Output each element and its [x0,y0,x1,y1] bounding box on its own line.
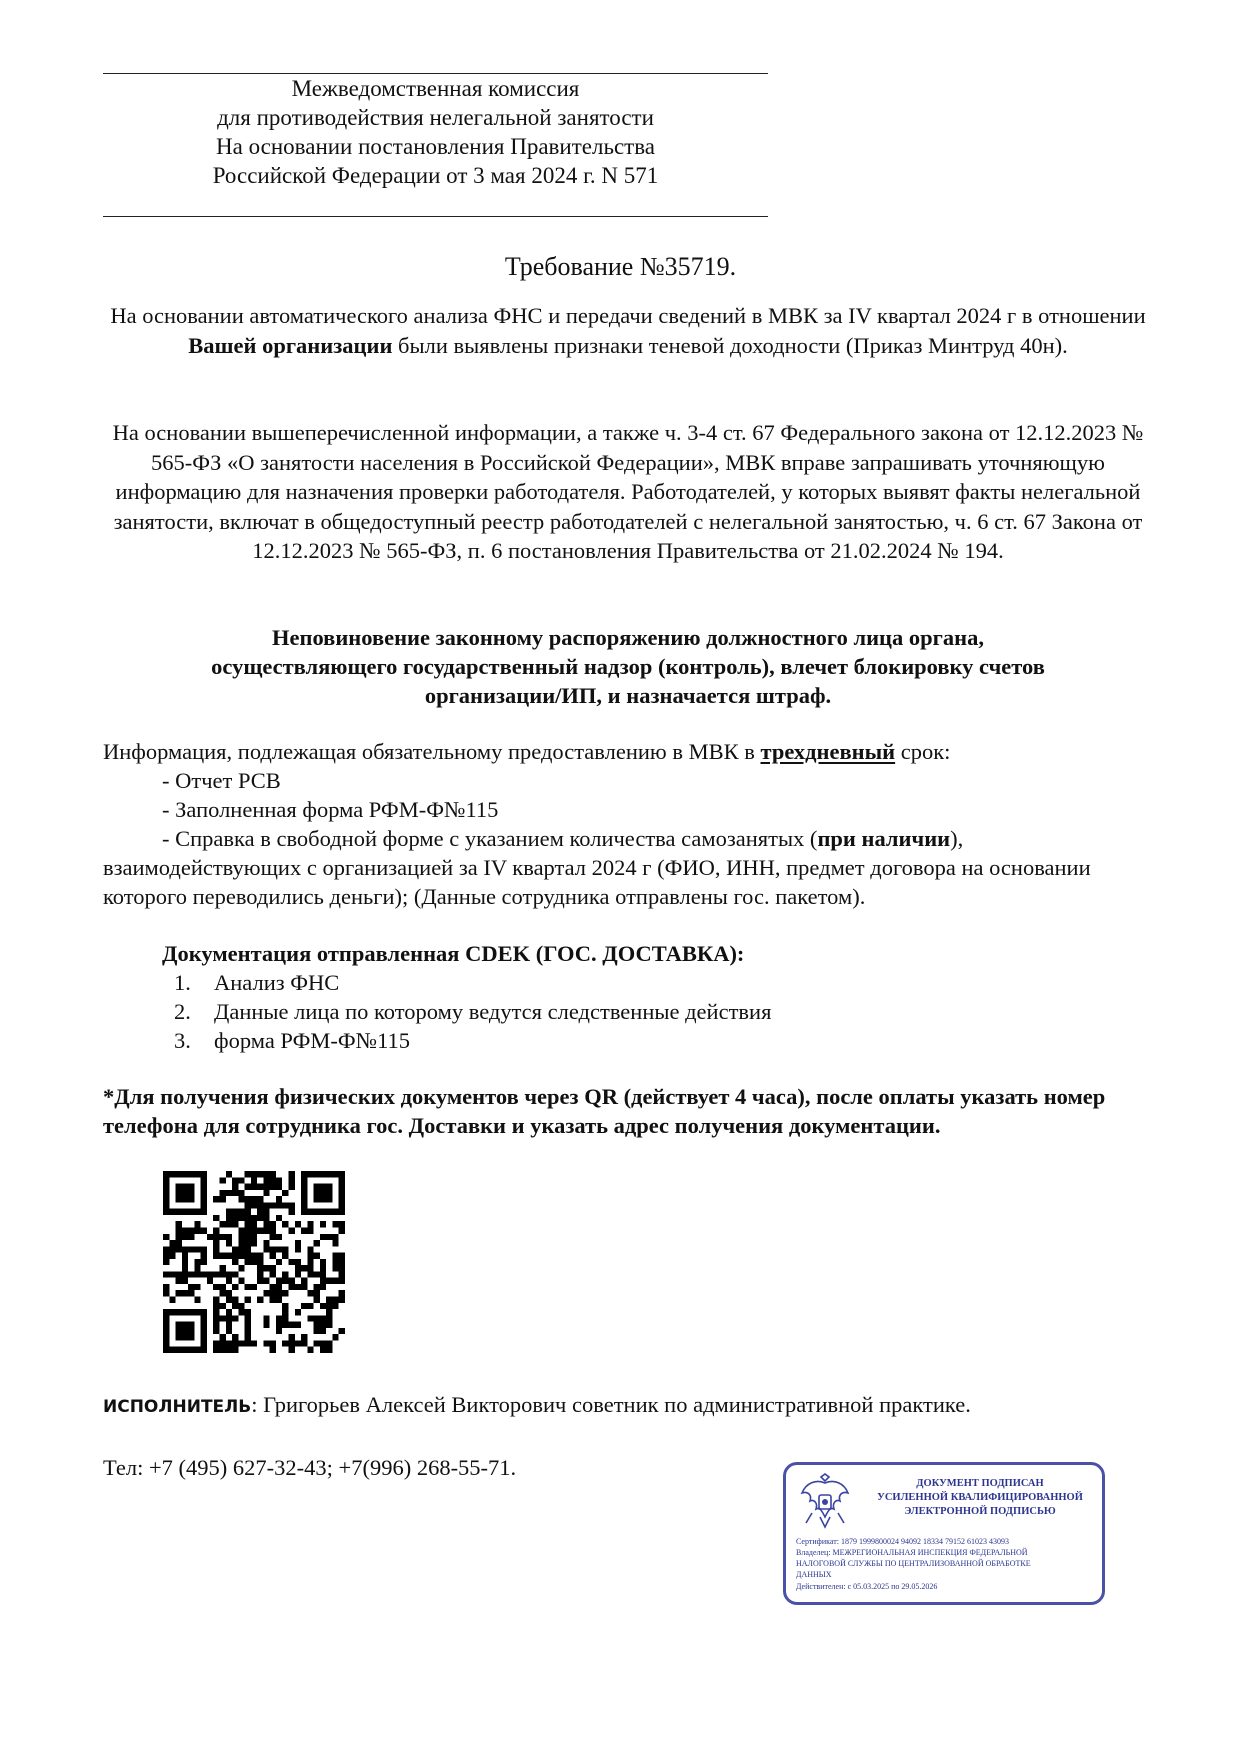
list-item-text: Данные лица по которому ведутся следственные действия [214,999,772,1024]
list-item [174,1026,771,1055]
info-item-text: ), [950,826,964,851]
list-item-text: форма РФМ-Ф№115 [214,1028,410,1053]
info-deadline: трехдневный [760,739,896,764]
info-intro-text: срок: [895,739,951,764]
header-line: На основании постановления Правительства [216,134,655,159]
stamp-certificate: Сертификат: 1879 1999800024 94092 18334 79152 61023 43093 [796,1537,1009,1546]
coat-of-arms-icon [794,1473,856,1533]
info-item: - Отчет РСВ [162,768,281,793]
document-title: Требование №35719. [504,252,737,281]
stamp-title [860,1477,1100,1519]
issuer-header [103,74,768,190]
stamp-title-line: ДОКУМЕНТ ПОДПИСАН [916,1478,1044,1489]
warning-line: Неповиновение законному распоряжению должностного лица органа, [272,625,984,650]
documentation-list [174,968,771,1055]
header-line: Российской Федерации от 3 мая 2024 г. N 571 [212,163,659,188]
header-bottom-rule [103,216,768,217]
warning-line: осуществляющего государственный надзор (контроль), влечет блокировку счетов [211,654,1045,679]
info-item-bold: при наличии [817,826,951,851]
warning-line: организации/ИП, и назначается штраф. [424,683,832,708]
paragraph-bold-text: Вашей организации [188,332,393,358]
info-intro [103,737,1173,766]
required-info-block [103,737,1173,911]
warning-block [103,623,1153,710]
list-item-number: 3. [174,1028,191,1053]
list-item [174,968,771,997]
header-line: Межведомственная комиссия [291,76,580,101]
stamp-owner: НАЛОГОВОЙ СЛУЖБЫ ПО ЦЕНТРАЛИЗОВАННОЙ ОБРАБОТКЕ [796,1559,1031,1568]
list-item [174,997,771,1026]
executor-text: : Григорьев Алексей Викторович советник по административной практике. [251,1392,971,1417]
stamp-title-line: УСИЛЕННОЙ КВАЛИФИЦИРОВАННОЙ [877,1492,1083,1503]
info-item [103,824,1173,853]
paragraph-text: На основании автоматического анализа ФНС и передачи сведений в МВК за IV квартал 2024 г в отношении [110,303,1146,328]
info-intro-text: Информация, подлежащая обязательному предоставлению в МВК в [103,739,761,764]
info-item-continuation: взаимодействующих с организацией за IV квартал 2024 г (ФИО, ИНН, предмет договора на основании которого переводились деньги); (Данные сотрудника отправлены гос. пакетом). [103,855,1091,909]
executor-line [103,1392,971,1418]
qr-code-icon[interactable] [163,1171,345,1353]
documentation-heading: Документация отправленная CDEK (ГОС. ДОСТАВКА): [162,941,745,966]
list-item-number: 2. [174,999,191,1024]
stamp-owner: Владелец: МЕЖРЕГИОНАЛЬНАЯ ИНСПЕКЦИЯ ФЕДЕРАЛЬНОЙ [796,1548,1028,1557]
info-item: - Заполненная форма РФМ-Ф№115 [162,797,499,822]
executor-label: ИСПОЛНИТЕЛЬ [103,1397,252,1417]
info-item-text: - Справка в свободной форме с указанием количества самозанятых ( [162,826,818,851]
contact-phones: Тел: +7 (495) 627-32-43; +7(996) 268-55-71. [103,1455,517,1480]
stamp-owner: ДАННЫХ [796,1570,832,1579]
paragraph-legal-basis: На основании вышеперечисленной информации, а также ч. 3-4 ст. 67 Федерального закона от 12.12.2023 № 565-ФЗ «О занятости населения в Российской Федерации», МВК вправе запрашивать уточняющую информацию для назначения проверки работодателя. Работодателей, у которых выявят факты нелегальной занятости, включат в общедоступный реестр работодателей с нелегальной занятостью, ч. 6 ст. 67 Закона от 12.12.2023 № 565-ФЗ, п. 6 постановления Правительства от 21.02.2024 № 194. [112,420,1144,563]
header-line: для противодействия нелегальной занятости [217,105,654,130]
list-item-number: 1. [174,970,191,995]
digital-signature-stamp [783,1462,1105,1605]
paragraph-text: были выявлены признаки теневой доходности (Приказ Минтруд 40н). [392,332,1068,358]
stamp-title-line: ЭЛЕКТРОННОЙ ПОДПИСЬЮ [904,1506,1056,1517]
qr-instruction-note: *Для получения физических документов через QR (действует 4 часа), после оплаты указать номер телефона для сотрудника гос. Доставки и указать адрес получения документации. [103,1084,1106,1138]
list-item-text: Анализ ФНС [214,970,340,995]
stamp-validity: Действителен: с 05.03.2025 по 29.05.2026 [796,1582,938,1591]
paragraph-analysis [103,301,1153,360]
